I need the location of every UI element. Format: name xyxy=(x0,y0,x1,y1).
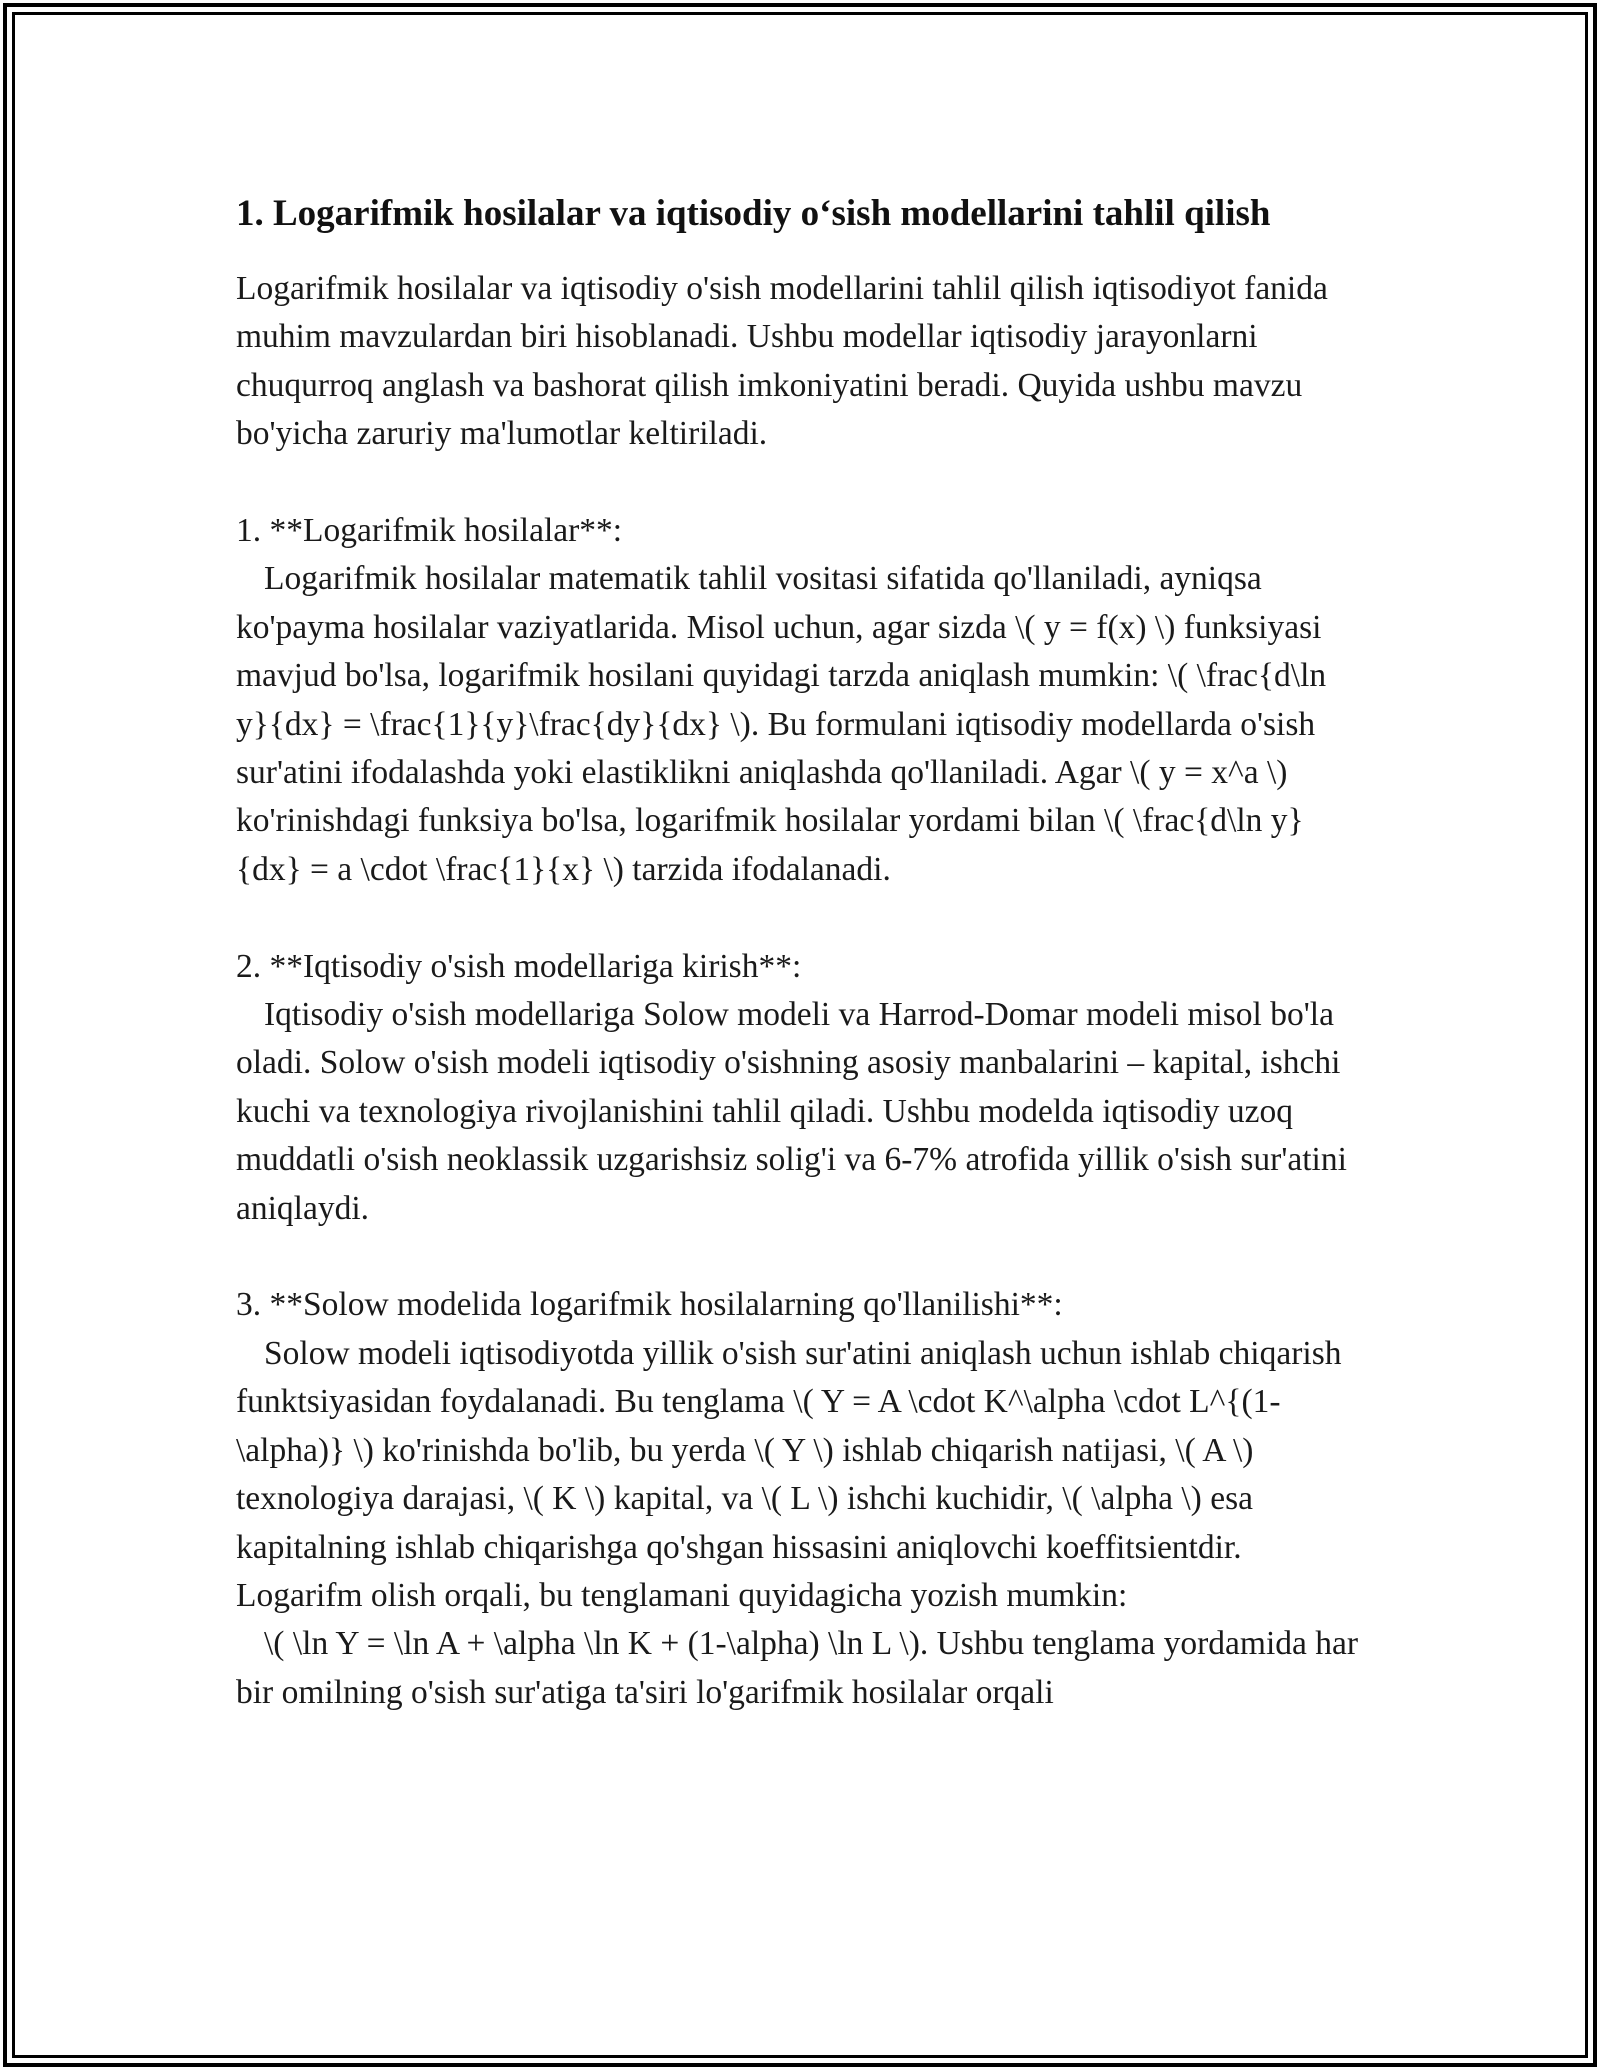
intro-paragraph: Logarifmik hosilalar va iqtisodiy o'sish modellarini tahlil qilish iqtisodiyot fanida muhim mavzulardan biri hisoblanadi. Ushbu modellar iqtisodiy jarayonlarni chuqurroq anglash va bashorat qilish imkoniyatini beradi. Quyida ushbu mavzu bo'yicha zaruriy ma'lumotlar keltiriladi. xyxy=(236,270,1328,453)
section-paragraph: Logarifmik hosilalar matematik tahlil vositasi sifatida qo'llaniladi, ayniqsa ko'payma hosilalar vaziyatlarida. Misol uchun, agar sizda \( y = f(x) \) funksiyasi mavjud bo'lsa, logarifmik hosilani quyidagi tarzda aniqlash mumkin: \( \frac{d\ln y}{dx} = \frac{1}{y}\frac{dy}{dx} \). Bu formulani iqtisodiy modellarda o'sish sur'atini ifodalashda yoki elastiklikni aniqlashda qo'llaniladi. Agar \( y = x^a \) ko'rinishdagi funksiya bo'lsa, logarifmik hosilalar yordami bilan \( \frac{d\ln y}{dx} = a \cdot \frac{1}{x} \) tarzida ifodalanadi. xyxy=(236,560,1327,888)
section-paragraph: Solow modeli iqtisodiyotda yillik o'sish sur'atini aniqlash uchun ishlab chiqarish funktsiyasidan foydalanadi. Bu tenglama \( Y = A \cdot K^\alpha \cdot L^{(1-\alpha)} \) ko'rinishda bo'lib, bu yerda \( Y \) ishlab chiqarish natijasi, \( A \) texnologiya darajasi, \( K \) kapital, va \( L \) ishchi kuchidir, \( \alpha \) esa kapitalning ishlab chiqarishga qo'shgan hissasini aniqlovchi koeffitsientdir. Logarifm olish orqali, bu tenglamani quyidagicha yozish mumkin: xyxy=(236,1334,1342,1614)
section-logarithmic-derivatives xyxy=(236,507,1366,894)
document-body xyxy=(236,186,1366,1717)
section-solow-logarithmic xyxy=(236,1281,1366,1717)
section-paragraph: Iqtisodiy o'sish modellariga Solow modeli va Harrod-Domar modeli misol bo'la oladi. Solow o'sish modeli iqtisodiy o'sishning asosiy manbalarini – kapital, ishchi kuchi va texnologiya rivojlanishini tahlil qiladi. Ushbu modelda iqtisodiy uzoq muddatli o'sish neoklassik uzgarishsiz solig'i va 6-7% atrofida yillik o'sish sur'atini aniqlaydi. xyxy=(236,996,1347,1227)
section-heading: 1. **Logarifmik hosilalar**: xyxy=(236,512,623,550)
section-paragraph-continued: \( \ln Y = \ln A + \alpha \ln K + (1-\alpha) \ln L \). Ushbu tenglama yordamida har bir omilning o'sish sur'atiga ta'siri lo'garifmik hosilalar orqali xyxy=(236,1625,1359,1711)
document-title: 1. Logarifmik hosilalar va iqtisodiy o‘sish modellarini tahlil qilish xyxy=(236,193,1271,234)
section-growth-models xyxy=(236,943,1366,1233)
section-heading: 2. **Iqtisodiy o'sish modellariga kirish**: xyxy=(236,947,802,985)
section-heading: 3. **Solow modelida logarifmik hosilalarning qo'llanilishi**: xyxy=(236,1286,1063,1324)
